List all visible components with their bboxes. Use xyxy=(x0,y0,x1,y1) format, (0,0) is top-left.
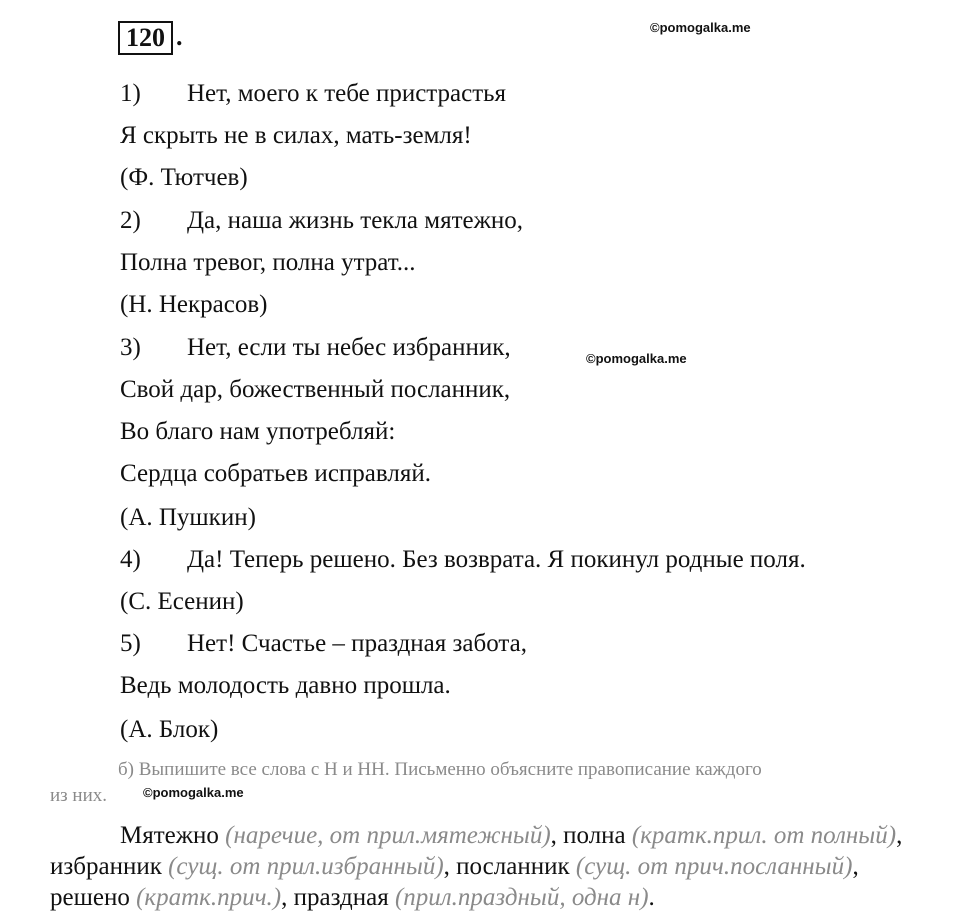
answer-word: полна xyxy=(563,822,626,849)
item-3-line-3: Во благо нам употребляй: xyxy=(120,418,396,445)
item-2-line-2: Полна тревог, полна утрат... xyxy=(120,249,416,276)
answer-separator: , xyxy=(852,853,859,880)
item-1-line-1: Нет, моего к тебе пристрастья xyxy=(187,80,507,107)
answer-word: посланник xyxy=(456,853,570,880)
answer-word: решено xyxy=(50,884,130,911)
item-3-number: 3) xyxy=(120,334,141,361)
item-1-line-2: Я скрыть не в силах, мать-земля! xyxy=(120,122,472,149)
item-4-line-1: Да! Теперь решено. Без возврата. Я покинул родные поля. xyxy=(187,546,806,573)
answer-note: (кратк.прич.) xyxy=(136,884,282,911)
answer-paragraph xyxy=(50,820,910,913)
exercise-number: 120 xyxy=(118,21,173,55)
watermark-middle: ©pomogalka.me xyxy=(586,351,687,366)
answer-note: (сущ. от прич.посланный) xyxy=(575,853,853,880)
watermark-bottom: ©pomogalka.me xyxy=(143,785,244,800)
item-4-author: (С. Есенин) xyxy=(120,588,244,615)
item-3-author: (А. Пушкин) xyxy=(120,504,256,531)
answer-note: (прил.праздный, одна н) xyxy=(394,884,649,911)
item-2-author: (Н. Некрасов) xyxy=(120,291,268,318)
answer-separator: , xyxy=(281,884,294,911)
answer-separator: , xyxy=(550,822,564,849)
item-3-line-2: Свой дар, божественный посланник, xyxy=(120,376,511,403)
item-5-line-2: Ведь молодость давно прошла. xyxy=(120,672,451,699)
task-line-2: из них. xyxy=(50,785,108,806)
answer-separator: , xyxy=(896,822,903,849)
item-4-number: 4) xyxy=(120,546,141,573)
item-3-line-1: Нет, если ты небес избранник, xyxy=(187,334,511,361)
item-1-number: 1) xyxy=(120,80,141,107)
answer-note: (наречие, от прил.мятежный) xyxy=(225,822,551,849)
answer-separator: . xyxy=(648,884,655,911)
item-5-line-1: Нет! Счастье – праздная забота, xyxy=(187,630,527,657)
exercise-number-dot: . xyxy=(176,22,183,51)
item-3-line-4: Сердца собратьев исправляй. xyxy=(120,460,431,487)
answer-word: избранник xyxy=(50,853,162,880)
item-5-number: 5) xyxy=(120,630,141,657)
answer-separator: , xyxy=(443,853,457,880)
task-line-1: б) Выпишите все слова с Н и НН. Письменно объясните правописание каждого xyxy=(118,759,762,780)
answer-word: праздная xyxy=(293,884,389,911)
watermark-top: ©pomogalka.me xyxy=(650,20,751,35)
answer-note: (кратк.прил. от полный) xyxy=(631,822,897,849)
item-2-line-1: Да, наша жизнь текла мятежно, xyxy=(187,207,524,234)
item-1-author: (Ф. Тютчев) xyxy=(120,164,248,191)
item-5-author: (А. Блок) xyxy=(120,716,219,743)
answer-note: (сущ. от прил.избранный) xyxy=(168,853,444,880)
item-2-number: 2) xyxy=(120,207,141,234)
answer-word: Мятежно xyxy=(120,822,219,849)
